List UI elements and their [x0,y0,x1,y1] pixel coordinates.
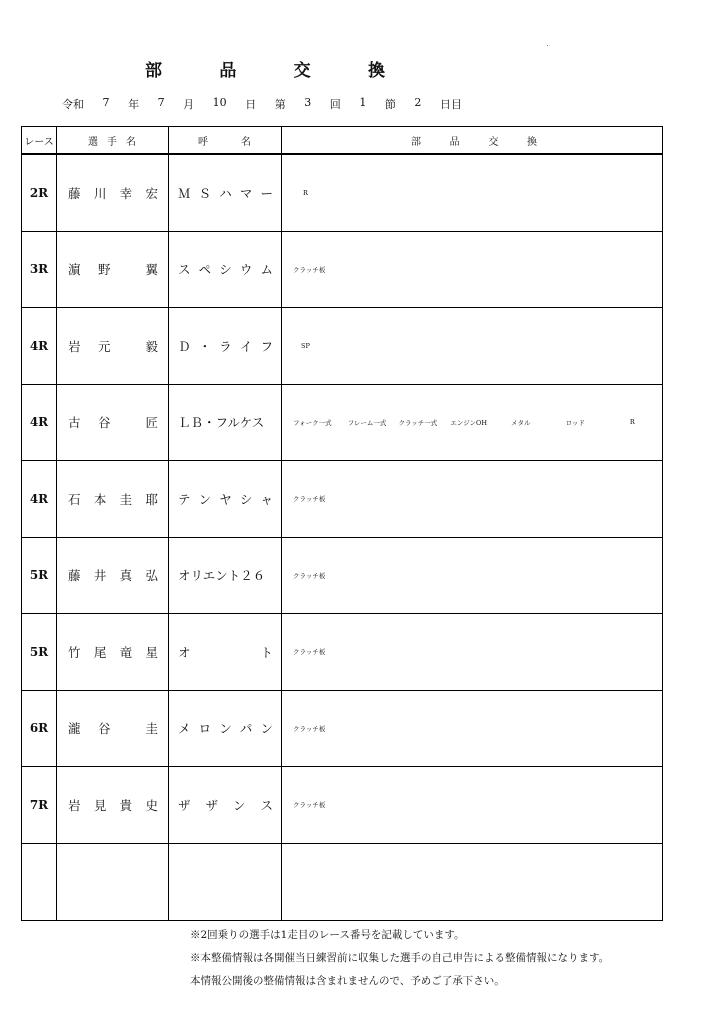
nickname-char: パ [239,721,253,737]
table-header [22,127,662,155]
name-char: 瀧 [68,721,81,737]
header-char: 名 [126,136,136,148]
nickname-char: ペ [198,262,212,278]
nickname-char: ザ [178,797,191,813]
header-char: 部 [411,136,421,148]
nickname-char: イ [239,338,253,354]
header-char: 交 [488,136,499,148]
header-char: 選 [88,136,98,148]
nickname [168,385,281,461]
parts-list [293,724,662,733]
nickname-char: Ｍ [178,185,191,201]
nickname-char: ・ [198,338,212,354]
column-divider [168,127,169,920]
nickname-char: ン [232,797,246,813]
name-char: 野 [98,262,111,278]
name-char: 元 [98,338,111,354]
nickname [168,691,281,767]
nickname-char: オリエント２６ [178,568,266,584]
nickname [168,538,281,614]
name-char: 圭 [145,721,158,737]
racer-name [56,308,168,384]
table-row-empty [22,844,662,921]
parts-list [293,342,662,350]
part-item: クラッチ板 [293,571,326,580]
nickname-char: ＬＢ・フルケス [178,415,265,431]
parts-list [293,800,662,809]
header-race: レース [24,136,54,148]
name-char: 石 [68,491,81,507]
nickname-text [178,643,273,661]
nickname [168,767,281,843]
header-char: 手 [107,136,117,148]
nickname-char: ウ [239,262,253,278]
nickname-text [178,413,273,431]
nickname-char: ヤ [219,491,232,507]
name-char: 耶 [145,491,158,507]
nickname [168,614,281,690]
table-row [22,538,662,615]
page-title [145,56,385,81]
name-char: 岩 [68,338,81,354]
name-char: 見 [93,797,107,813]
racer-name-text [68,643,158,661]
parts-list [293,571,662,580]
name-char: 毅 [145,338,158,354]
race-number: 4R [29,415,49,430]
name-char: 川 [93,185,107,201]
nickname-char: ム [260,262,273,278]
column-divider [281,127,282,920]
nickname [168,155,281,231]
part-item: クラッチ板 [293,724,326,733]
footnote-line: ※2回乗りの選手は1走目のレース番号を記載しています。 [190,929,465,941]
racer-name-text [68,413,158,431]
nickname-text [178,490,273,508]
racer-name-text [68,796,158,814]
header-parts-exchange [281,127,662,153]
part-item: クラッチ板 [293,495,326,504]
racer-name-text [68,566,158,584]
part-item: クラッチ板 [293,801,326,810]
table-row [22,461,662,538]
nickname-char: オ [178,644,191,660]
nickname-char: Ｓ [198,185,212,201]
name-char: 井 [93,568,107,584]
race-number: 5R [29,568,49,583]
part-item: SP [301,341,310,350]
nickname-text [178,719,273,737]
racer-name [56,155,168,231]
table-row [22,614,662,691]
header-char: 名 [241,136,251,148]
name-char: 尾 [93,644,107,660]
date-token: 日目 [439,98,462,111]
scan-speck [547,45,548,46]
name-char: 史 [145,797,158,813]
nickname-text [178,184,273,202]
parts-exchanged [281,691,662,767]
name-char: 岩 [68,797,81,813]
name-char: 弘 [145,568,158,584]
nickname-char: ャ [260,491,273,507]
name-char: 藤 [68,185,81,201]
nickname [168,461,281,537]
date-token: 1 [359,96,367,109]
race-number: 5R [29,644,49,659]
nickname-char: ス [178,262,191,278]
racer-name-text [68,260,158,278]
nickname-char: フ [260,338,273,354]
parts-exchanged [281,538,662,614]
date-token: 10 [212,96,227,109]
nickname-char: ス [260,797,273,813]
parts-exchanged [281,767,662,843]
date-token: 7 [157,96,165,109]
parts-exchanged [281,385,662,461]
racer-name [56,614,168,690]
nickname [168,308,281,384]
nickname-char: Ｄ [178,338,191,354]
header-char: 呼 [198,136,208,148]
nickname-text [178,796,273,814]
part-item: フォーク一式 [293,418,332,427]
nickname-char: テ [178,491,191,507]
date-token: 回 [329,98,341,111]
date-token: 節 [384,98,396,111]
footnote-line: 本情報公開後の整備情報は含まれませんので、予めご了承下さい。 [190,975,505,987]
racer-name [56,691,168,767]
part-item: クラッチ一式 [398,418,438,427]
part-item: フレーム一式 [347,418,387,427]
name-char: 真 [119,568,133,584]
nickname-char: ハ [219,185,232,201]
table-row [22,767,662,844]
racer-name [56,385,168,461]
title-char: 交 [293,61,311,81]
title-char: 換 [367,61,385,81]
header-char: 品 [449,136,460,148]
date-token: 日 [245,98,257,111]
parts-list [293,265,662,274]
part-item: R [629,417,635,426]
nickname [168,232,281,308]
racer-name [56,767,168,843]
part-item: R [303,188,308,197]
header-nickname [168,127,281,153]
name-char: 翼 [145,262,158,278]
date-token: 令和 [62,98,84,111]
name-char: 谷 [98,415,111,431]
parts-exchanged [281,461,662,537]
parts-exchange-table [21,126,663,921]
nickname-text [178,566,273,584]
table-row [22,308,662,385]
race-number: 6R [29,721,49,736]
name-char: 圭 [119,491,133,507]
date-token: 3 [304,96,312,109]
parts-list [293,494,662,503]
header-racer-name [56,127,168,153]
racer-name-text [68,184,158,202]
parts-exchanged [281,232,662,308]
nickname-char: ン [260,721,273,737]
parts-list [293,189,662,197]
nickname-char: シ [219,262,232,278]
race-number: 4R [29,338,49,353]
table-row [22,155,662,232]
racer-name [56,232,168,308]
part-item: ロッド [565,418,585,427]
title-char: 品 [219,61,237,81]
racer-name [56,538,168,614]
date-token: 年 [128,98,140,111]
name-char: 谷 [98,721,111,737]
title-char: 部 [145,61,162,81]
parts-exchanged [281,155,662,231]
part-item: メタル [511,418,531,427]
name-char: 宏 [145,185,158,201]
name-char: 貴 [119,797,133,813]
part-item: クラッチ板 [293,648,326,657]
race-number: 3R [29,262,49,277]
nickname-char: メ [178,721,191,737]
racer-name-text [68,719,158,737]
footnotes [190,924,609,993]
nickname-char: マ [239,185,253,201]
nickname-char: ザ [205,797,218,813]
nickname-char: シ [239,491,253,507]
name-char: 古 [68,415,81,431]
name-char: 濵 [68,262,81,278]
date-token: 月 [183,98,195,111]
nickname-text [178,337,273,355]
nickname-char: ロ [198,721,212,737]
date-token: 7 [102,96,110,109]
part-item: エンジンOH [450,418,487,427]
column-divider [56,127,57,920]
race-number: 7R [29,797,49,812]
date-token: 第 [274,98,286,111]
race-number: 4R [29,491,49,506]
part-item: クラッチ板 [293,265,326,274]
name-char: 本 [93,491,107,507]
racer-name [56,461,168,537]
date-line [62,96,462,112]
parts-list [293,418,662,427]
nickname-char: ラ [219,338,232,354]
name-char: 竜 [119,644,133,660]
table-row [22,232,662,309]
nickname-char: ー [260,185,273,201]
nickname-char: ト [260,644,273,660]
parts-list [293,647,662,656]
nickname-text [178,260,273,278]
parts-exchanged [281,614,662,690]
name-char: 幸 [119,185,133,201]
nickname-char: ン [198,491,212,507]
nickname-char: ン [219,721,232,737]
name-char: 藤 [68,568,81,584]
date-token: 2 [414,96,422,109]
table-row [22,691,662,768]
name-char: 竹 [68,644,81,660]
racer-name-text [68,490,158,508]
parts-exchanged [281,308,662,384]
table-row [22,385,662,462]
racer-name-text [68,337,158,355]
footnote-line: ※本整備情報は各開催当日練習前に収集した選手の自己申告による整備情報になります。 [190,952,610,964]
header-char: 換 [526,136,537,148]
name-char: 星 [145,644,158,660]
race-number: 2R [29,185,49,200]
name-char: 匠 [145,415,158,431]
